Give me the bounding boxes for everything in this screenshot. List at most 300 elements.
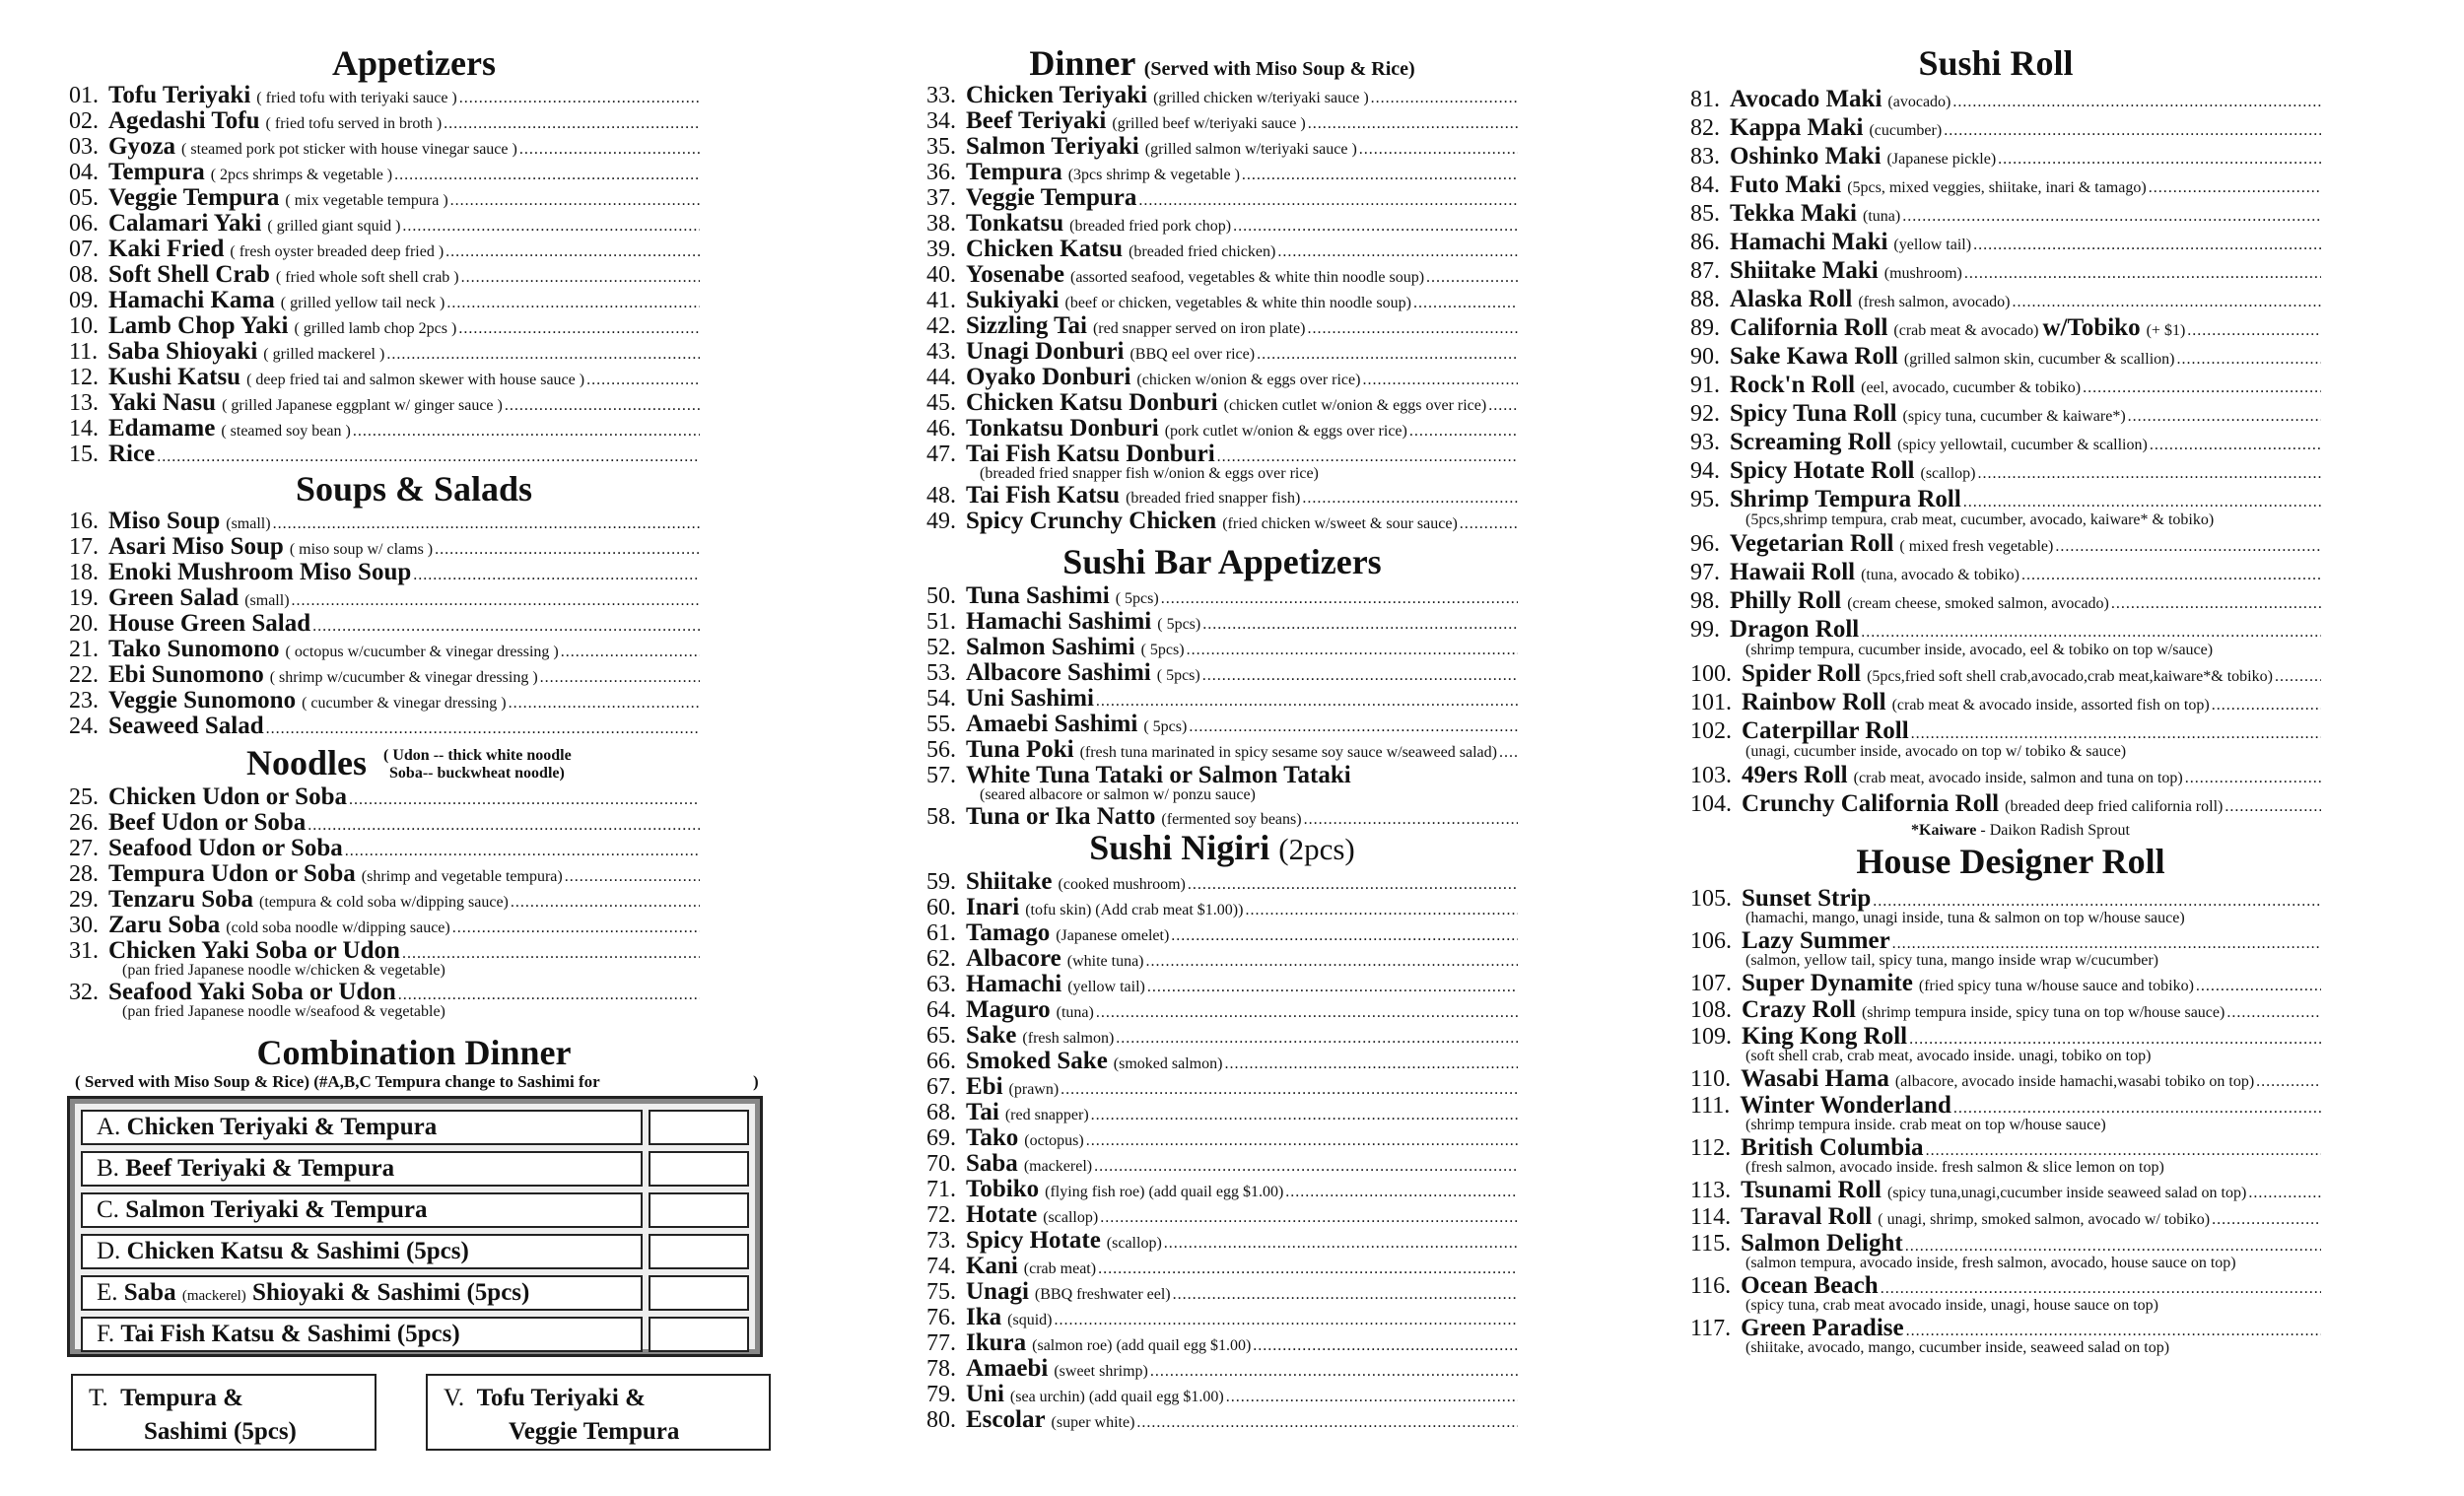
menu-item <box>926 1049 1518 1074</box>
item-description: (cucumber) <box>1869 122 1943 139</box>
menu-item <box>69 442 700 467</box>
item-name: Salmon Delight <box>1741 1230 1903 1257</box>
item-description: (tuna, avocado & tobiko) <box>1861 567 2019 583</box>
item-number: 102. <box>1690 718 1732 744</box>
item-description: (eel, avocado, cucumber & tobiko) <box>1861 379 2082 396</box>
item-name: Escolar <box>966 1406 1046 1433</box>
item-name: Rock'n Roll <box>1730 372 1856 398</box>
item-description: (crab meat, avocado inside, salmon and tuna on top) <box>1853 770 2183 786</box>
item-number: 114. <box>1690 1204 1732 1230</box>
combo-t-line1 <box>89 1382 359 1415</box>
combo-label-b <box>81 1151 643 1187</box>
dot-leader <box>1098 1257 1518 1282</box>
appetizers-title: Appetizers <box>332 43 496 83</box>
item-number: 06. <box>69 211 99 237</box>
item-name: Rainbow Roll <box>1742 689 1886 715</box>
dot-leader <box>1242 163 1518 188</box>
item-description: (tofu skin) (Add crab meat $1.00)) <box>1025 902 1244 918</box>
item-description: (5pcs, mixed veggies, shiitake, inari & tamago) <box>1847 179 2147 196</box>
menu-item <box>1690 1134 2321 1161</box>
dot-leader <box>1138 188 1518 214</box>
item-description: (shrimp and vegetable tempura) <box>361 868 563 885</box>
menu-item <box>926 1254 1518 1279</box>
menu-item <box>926 108 1518 134</box>
dot-leader <box>1202 663 1518 689</box>
item-name: Uni Sashimi <box>966 685 1094 712</box>
item-number: 93. <box>1690 430 1720 455</box>
item-name: Seaweed Salad <box>108 713 264 739</box>
item-name: Hamachi Maki <box>1730 229 1888 255</box>
dot-leader <box>1460 511 1518 537</box>
dot-leader <box>1061 1077 1518 1103</box>
item-description: ( fried whole soft shell crab ) <box>275 269 459 286</box>
item-name: Inari <box>966 894 1020 920</box>
noodles-title-text: Noodles <box>246 743 368 782</box>
dot-leader <box>157 444 700 470</box>
menu-item <box>69 83 700 108</box>
dot-leader <box>1086 1128 1518 1154</box>
combo-label-e <box>81 1275 643 1311</box>
menu-item <box>1690 456 2321 485</box>
combo-v-box <box>426 1374 771 1451</box>
menu-item <box>926 416 1518 442</box>
item-name: Green Paradise <box>1741 1315 1904 1341</box>
item-name: Kaki Fried <box>108 236 225 262</box>
menu-item <box>1690 85 2321 113</box>
dot-leader <box>1094 1154 1518 1180</box>
item-description: ( 5pcs) <box>1115 590 1159 607</box>
dot-leader <box>353 419 700 444</box>
nigiri-list <box>926 869 1518 1433</box>
item-name: Super Dynamite <box>1742 970 1913 996</box>
item-name: Maguro <box>966 996 1051 1023</box>
menu-item <box>1690 996 2321 1023</box>
menu-item <box>1690 1023 2321 1050</box>
menu-item <box>69 185 700 211</box>
item-description: ( 5pcs) <box>1143 718 1188 735</box>
item-sub-description: (seared albacore or salmon w/ ponzu sauce) <box>980 786 1256 803</box>
dot-leader <box>1359 137 1518 163</box>
item-description: (crab meat & avocado) <box>1893 322 2039 339</box>
sushi-bar-list <box>926 583 1518 830</box>
item-name: Amaebi <box>966 1355 1049 1382</box>
item-description: (crab meat & avocado inside, assorted fish on top) <box>1891 697 2210 714</box>
menu-item <box>1690 342 2321 371</box>
item-description: (scallop) <box>1106 1235 1162 1252</box>
combo-v-text2: Veggie Tempura <box>509 1418 680 1445</box>
menu-item <box>1690 659 2321 688</box>
item-number: 109. <box>1690 1024 1732 1050</box>
item-number: 90. <box>1690 344 1720 370</box>
sushi-bar-title: Sushi Bar Appetizers <box>1062 542 1382 581</box>
dot-leader <box>1116 1026 1518 1052</box>
item-number: 41. <box>926 288 956 313</box>
menu-item <box>1690 1177 2321 1203</box>
combo-text: Shioyaki & Sashimi (5pcs) <box>252 1279 530 1306</box>
item-description: (grilled salmon w/teriyaki sauce ) <box>1144 141 1357 158</box>
item-description: ( grilled mackerel ) <box>263 346 385 363</box>
dot-leader <box>312 614 700 640</box>
item-name: Yaki Nasu <box>108 389 217 416</box>
dot-leader <box>1302 486 1518 511</box>
dot-leader <box>2021 561 2321 589</box>
noodles-note <box>383 747 572 782</box>
item-name: Beef Udon or Soba <box>108 809 307 836</box>
item-sub-description: (hamachi, mango, unagi inside, tuna & salmon on top w/house sauce) <box>1745 910 2185 926</box>
item-name: Agedashi Tofu <box>108 107 260 134</box>
item-number: 81. <box>1690 87 1720 112</box>
dot-leader <box>450 188 700 214</box>
item-number: 92. <box>1690 401 1720 427</box>
item-description: (grilled salmon skin, cucumber & scallion) <box>1903 351 2175 368</box>
item-name: Tonkatsu <box>966 210 1064 237</box>
item-number: 66. <box>926 1049 956 1074</box>
menu-item <box>926 1023 1518 1049</box>
menu-item <box>926 1382 1518 1407</box>
item-name: Kappa Maki <box>1730 114 1864 141</box>
item-number: 49. <box>926 509 956 534</box>
soups-title: Soups & Salads <box>295 469 533 509</box>
combo-text: Chicken Katsu & Sashimi (5pcs) <box>126 1238 469 1264</box>
menu-item <box>926 1279 1518 1305</box>
dot-leader <box>2111 589 2321 618</box>
item-description: ( fresh oyster breaded deep fried ) <box>230 243 445 260</box>
item-sub-description: (5pcs,shrimp tempura, crab meat, cucumber, avocado, kaiware* & tobiko) <box>1745 511 2215 528</box>
item-number: 53. <box>926 660 956 686</box>
item-name: Edamame <box>108 415 216 442</box>
appetizers-list <box>69 83 700 467</box>
item-description: (BBQ eel over rice) <box>1129 346 1256 363</box>
item-number: 71. <box>926 1177 956 1202</box>
nigiri-title <box>926 830 1518 869</box>
item-name: Tuna or Ika Natto <box>966 803 1156 830</box>
menu-item <box>1690 256 2321 285</box>
menu-item <box>926 185 1518 211</box>
item-description: ( deep fried tai and salmon skewer with house sauce ) <box>246 372 585 388</box>
item-number: 76. <box>926 1305 956 1330</box>
item-name: Tenzaru Soba <box>108 886 254 913</box>
combo-t-text2: Sashimi (5pcs) <box>144 1418 297 1445</box>
item-number: 80. <box>926 1407 956 1433</box>
item-number: 106. <box>1690 928 1732 954</box>
item-description: ( unagi, shrimp, smoked salmon, avocado w/ tobiko) <box>1878 1211 2211 1228</box>
item-name: Winter Wonderland <box>1740 1092 1951 1119</box>
item-description: (chicken cutlet w/onion & eggs over rice) <box>1223 397 1487 414</box>
dot-leader <box>2224 792 2321 821</box>
combo-label-d <box>81 1234 643 1269</box>
dot-leader <box>2212 691 2321 719</box>
dot-leader <box>505 393 700 419</box>
item-name: Smoked Sake <box>966 1048 1108 1074</box>
item-number: 20. <box>69 611 99 637</box>
item-number: 32. <box>69 980 99 1005</box>
item-number: 02. <box>69 108 99 134</box>
item-name: Ocean Beach <box>1741 1272 1879 1299</box>
combo-price-box <box>649 1317 749 1352</box>
sushi-roll-title: Sushi Roll <box>1918 43 2074 83</box>
menu-item <box>1690 615 2321 644</box>
item-name: Hamachi Sashimi <box>966 608 1152 635</box>
item-description: (breaded fried snapper fish) <box>1126 490 1301 507</box>
dot-leader <box>1147 975 1518 1000</box>
item-name: Tamago <box>966 919 1051 946</box>
dot-leader <box>1362 368 1518 393</box>
item-name: Dragon Roll <box>1730 616 1860 643</box>
item-description: ( mixed fresh vegetable) <box>1899 538 2054 555</box>
dot-leader <box>1150 1359 1518 1385</box>
item-description: (chicken w/onion & eggs over rice) <box>1136 372 1361 388</box>
item-number: 99. <box>1690 617 1720 643</box>
item-description: (fresh tuna marinated in spicy sesame soy sauce w/seaweed salad) <box>1079 744 1497 761</box>
combo-row-b <box>81 1151 749 1187</box>
nigiri-subtitle: (2pcs) <box>1278 832 1355 866</box>
dot-leader <box>2055 532 2321 561</box>
item-name: Ebi Sunomono <box>108 661 264 688</box>
item-description: (breaded fried chicken) <box>1129 243 1276 260</box>
item-sub-description: (pan fried Japanese noodle w/seafood & vegetable) <box>122 1003 445 1020</box>
combo-price-box <box>649 1192 749 1228</box>
menu-item <box>926 1202 1518 1228</box>
combo-text: Beef Teriyaki & Tempura <box>125 1155 395 1182</box>
item-number: 62. <box>926 946 956 972</box>
dot-leader <box>2248 1180 2321 1206</box>
item-name: Chicken Yaki Soba or Udon <box>108 937 400 964</box>
item-name: Lazy Summer <box>1742 927 1890 954</box>
menu-item <box>1690 399 2321 428</box>
item-description: ( grilled yellow tail neck ) <box>280 295 445 311</box>
combo-v-line2 <box>444 1415 753 1449</box>
item-sub-description: (shiitake, avocado, mango, cucumber inside, seaweed salad on top) <box>1745 1339 2170 1356</box>
menu-item <box>926 83 1518 108</box>
item-name: Seafood Udon or Soba <box>108 835 343 861</box>
item-name: Spicy Hotate Roll <box>1730 457 1915 484</box>
item-number: 08. <box>69 262 99 288</box>
item-description: (Japanese pickle) <box>1886 151 1997 168</box>
item-number: 88. <box>1690 287 1720 312</box>
item-description: ( cucumber & vinegar dressing ) <box>302 695 507 712</box>
item-number: 86. <box>1690 230 1720 255</box>
menu-item <box>1690 142 2321 170</box>
dot-leader <box>509 691 700 716</box>
item-number: 52. <box>926 635 956 660</box>
menu-item <box>69 585 700 611</box>
dot-leader <box>446 291 700 316</box>
item-name: Futo Maki <box>1730 171 1842 198</box>
item-number: 42. <box>926 313 956 339</box>
item-name: Albacore <box>966 945 1061 972</box>
item-description: ( mix vegetable tempura ) <box>285 192 448 209</box>
item-name: King Kong Roll <box>1742 1023 1908 1050</box>
item-name: 49ers Roll <box>1742 762 1848 788</box>
column-right <box>1690 0 2331 1496</box>
menu-item <box>1690 485 2321 513</box>
item-name: Hamachi <box>966 971 1062 997</box>
item-name: Sukiyaki <box>966 287 1060 313</box>
menu-item <box>1690 885 2321 912</box>
menu-item <box>926 1305 1518 1330</box>
menu-item <box>69 714 700 739</box>
item-description: (octopus) <box>1024 1132 1084 1149</box>
menu-item <box>926 365 1518 390</box>
item-number: 38. <box>926 211 956 237</box>
dot-leader <box>435 537 700 563</box>
menu-item <box>1690 170 2321 199</box>
item-description: (tuna) <box>1056 1004 1094 1021</box>
item-name: Tuna Poki <box>966 736 1074 763</box>
dot-leader <box>266 716 700 742</box>
item-number: 70. <box>926 1151 956 1177</box>
item-name: Spider Roll <box>1742 660 1862 687</box>
item-number: 25. <box>69 784 99 810</box>
item-number: 115. <box>1690 1231 1732 1257</box>
item-number: 57. <box>926 763 956 788</box>
dot-leader <box>2150 431 2321 459</box>
item-description: ( miso soup w/ clams ) <box>289 541 434 558</box>
item-name: Tai <box>966 1099 999 1125</box>
item-description: (BBQ freshwater eel) <box>1034 1286 1171 1303</box>
item-number: 78. <box>926 1356 956 1382</box>
item-sub-description: (breaded fried snapper fish w/onion & eggs over rice) <box>980 465 1319 482</box>
item-number: 59. <box>926 869 956 895</box>
menu-item <box>926 509 1518 534</box>
item-number: 23. <box>69 688 99 714</box>
combo-t-line2 <box>89 1415 359 1449</box>
item-number: 98. <box>1690 588 1720 614</box>
dot-leader <box>565 864 700 890</box>
menu-item <box>69 861 700 887</box>
dot-leader <box>444 111 700 137</box>
item-name: Chicken Teriyaki <box>966 82 1148 108</box>
item-number: 107. <box>1690 971 1732 996</box>
item-name: Uni <box>966 1381 1004 1407</box>
menu-item <box>1690 1230 2321 1257</box>
combo-v-line1 <box>444 1382 753 1415</box>
item-description: (spicy yellowtail, cucumber & scallion) <box>1897 437 2148 453</box>
item-sub-description: (unagi, cucumber inside, avocado on top w/ tobiko & sauce) <box>1745 743 2127 760</box>
menu-item <box>926 946 1518 972</box>
menu-item <box>1690 1203 2321 1230</box>
menu-item <box>926 583 1518 609</box>
item-number: 113. <box>1690 1178 1732 1203</box>
dot-leader <box>1189 714 1518 740</box>
item-number: 05. <box>69 185 99 211</box>
item-name: Shrimp Tempura Roll <box>1730 486 1961 512</box>
item-description: (albacore, avocado inside hamachi,wasabi tobiko on top) <box>1894 1073 2255 1090</box>
item-number: 87. <box>1690 258 1720 284</box>
menu-item <box>1690 529 2321 558</box>
dot-leader <box>1202 612 1518 638</box>
kaiware-text: - Daikon Radish Sprout <box>1980 822 2130 839</box>
item-number: 83. <box>1690 144 1720 170</box>
item-description: (cold soba noodle w/dipping sauce) <box>226 919 450 936</box>
item-number: 22. <box>69 662 99 688</box>
item-description: (fresh salmon, avocado) <box>1858 294 2011 310</box>
item-number: 17. <box>69 534 99 560</box>
item-sub-description: (salmon, yellow tail, spicy tuna, mango inside wrap w/cucumber) <box>1745 952 2159 969</box>
menu-item <box>926 920 1518 946</box>
item-name: Hawaii Roll <box>1730 559 1856 585</box>
dot-leader <box>1171 923 1518 949</box>
item-name: House Green Salad <box>108 610 311 637</box>
menu-item <box>926 869 1518 895</box>
item-number: 56. <box>926 737 956 763</box>
item-name: Enoki Mushroom Miso Soup <box>108 559 412 585</box>
item-number: 21. <box>69 637 99 662</box>
item-number: 16. <box>69 509 99 534</box>
item-number: 69. <box>926 1125 956 1151</box>
item-description: (breaded fried pork chop) <box>1069 218 1232 235</box>
item-name: Philly Roll <box>1730 587 1842 614</box>
dot-leader <box>1091 1103 1518 1128</box>
item-number: 96. <box>1690 531 1720 557</box>
combo-row-f <box>81 1317 749 1352</box>
menu-item <box>926 1356 1518 1382</box>
menu-item <box>1690 586 2321 615</box>
menu-item <box>926 390 1518 416</box>
item-name: Rice <box>108 441 156 467</box>
item-description: ( 5pcs) <box>1140 642 1185 658</box>
item-number: 45. <box>926 390 956 416</box>
dot-leader <box>1054 1308 1518 1333</box>
menu-item <box>926 1228 1518 1254</box>
dot-leader <box>1413 291 1518 316</box>
soups-list <box>69 509 700 739</box>
item-name: Spicy Crunchy Chicken <box>966 508 1217 534</box>
combination-note-end: ) <box>753 1072 759 1091</box>
item-number: 110. <box>1690 1066 1732 1092</box>
item-number: 103. <box>1690 763 1732 788</box>
menu-item <box>1690 428 2321 456</box>
item-description: (assorted seafood, vegetables & white thin noodle soup) <box>1070 269 1425 286</box>
menu-item <box>1690 313 2321 342</box>
item-description: (salmon roe) (add quail egg $1.00) <box>1032 1337 1252 1354</box>
noodles-note-soba: Soba-- buckwheat noodle) <box>389 765 565 782</box>
nigiri-title-text: Sushi Nigiri <box>1089 828 1270 867</box>
combo-letter: D. <box>97 1238 121 1264</box>
menu-item <box>926 288 1518 313</box>
item-number: 79. <box>926 1382 956 1407</box>
item-description: (sweet shrimp) <box>1054 1363 1148 1380</box>
dot-leader <box>402 214 700 239</box>
item-name: Spicy Tuna Roll <box>1730 400 1897 427</box>
item-description: ( grilled lamb chop 2pcs ) <box>294 320 457 337</box>
menu-item <box>926 211 1518 237</box>
item-description: ( 2pcs shrimps & vegetable ) <box>210 167 393 183</box>
item-number: 27. <box>69 836 99 861</box>
dinner-title-text: Dinner <box>1029 43 1135 83</box>
dot-leader <box>458 316 700 342</box>
menu-item <box>926 237 1518 262</box>
item-description: (spicy tuna,unagi,cucumber inside seaweed salad on top) <box>1887 1185 2247 1201</box>
item-name: Green Salad <box>108 584 240 611</box>
item-description: (white tuna) <box>1066 953 1144 970</box>
item-name: Tsunami Roll <box>1741 1177 1882 1203</box>
item-description: (yellow tail) <box>1893 237 1972 253</box>
item-number: 58. <box>926 804 956 830</box>
item-description: (fried spicy tuna w/house sauce and tobiko) <box>1918 978 2194 994</box>
dot-leader <box>2212 1206 2321 1233</box>
dot-leader <box>1226 1385 1518 1410</box>
item-number: 68. <box>926 1100 956 1125</box>
item-description: (squid) <box>1007 1312 1053 1328</box>
menu-item <box>926 339 1518 365</box>
item-description: (5pcs,fried soft shell crab,avocado,crab meat,kaiware*& tobiko) <box>1867 668 2273 685</box>
item-number: 36. <box>926 160 956 185</box>
item-number: 117. <box>1690 1316 1732 1341</box>
item-number: 18. <box>69 560 99 585</box>
combo-row-c <box>81 1192 749 1228</box>
menu-item <box>69 560 700 585</box>
